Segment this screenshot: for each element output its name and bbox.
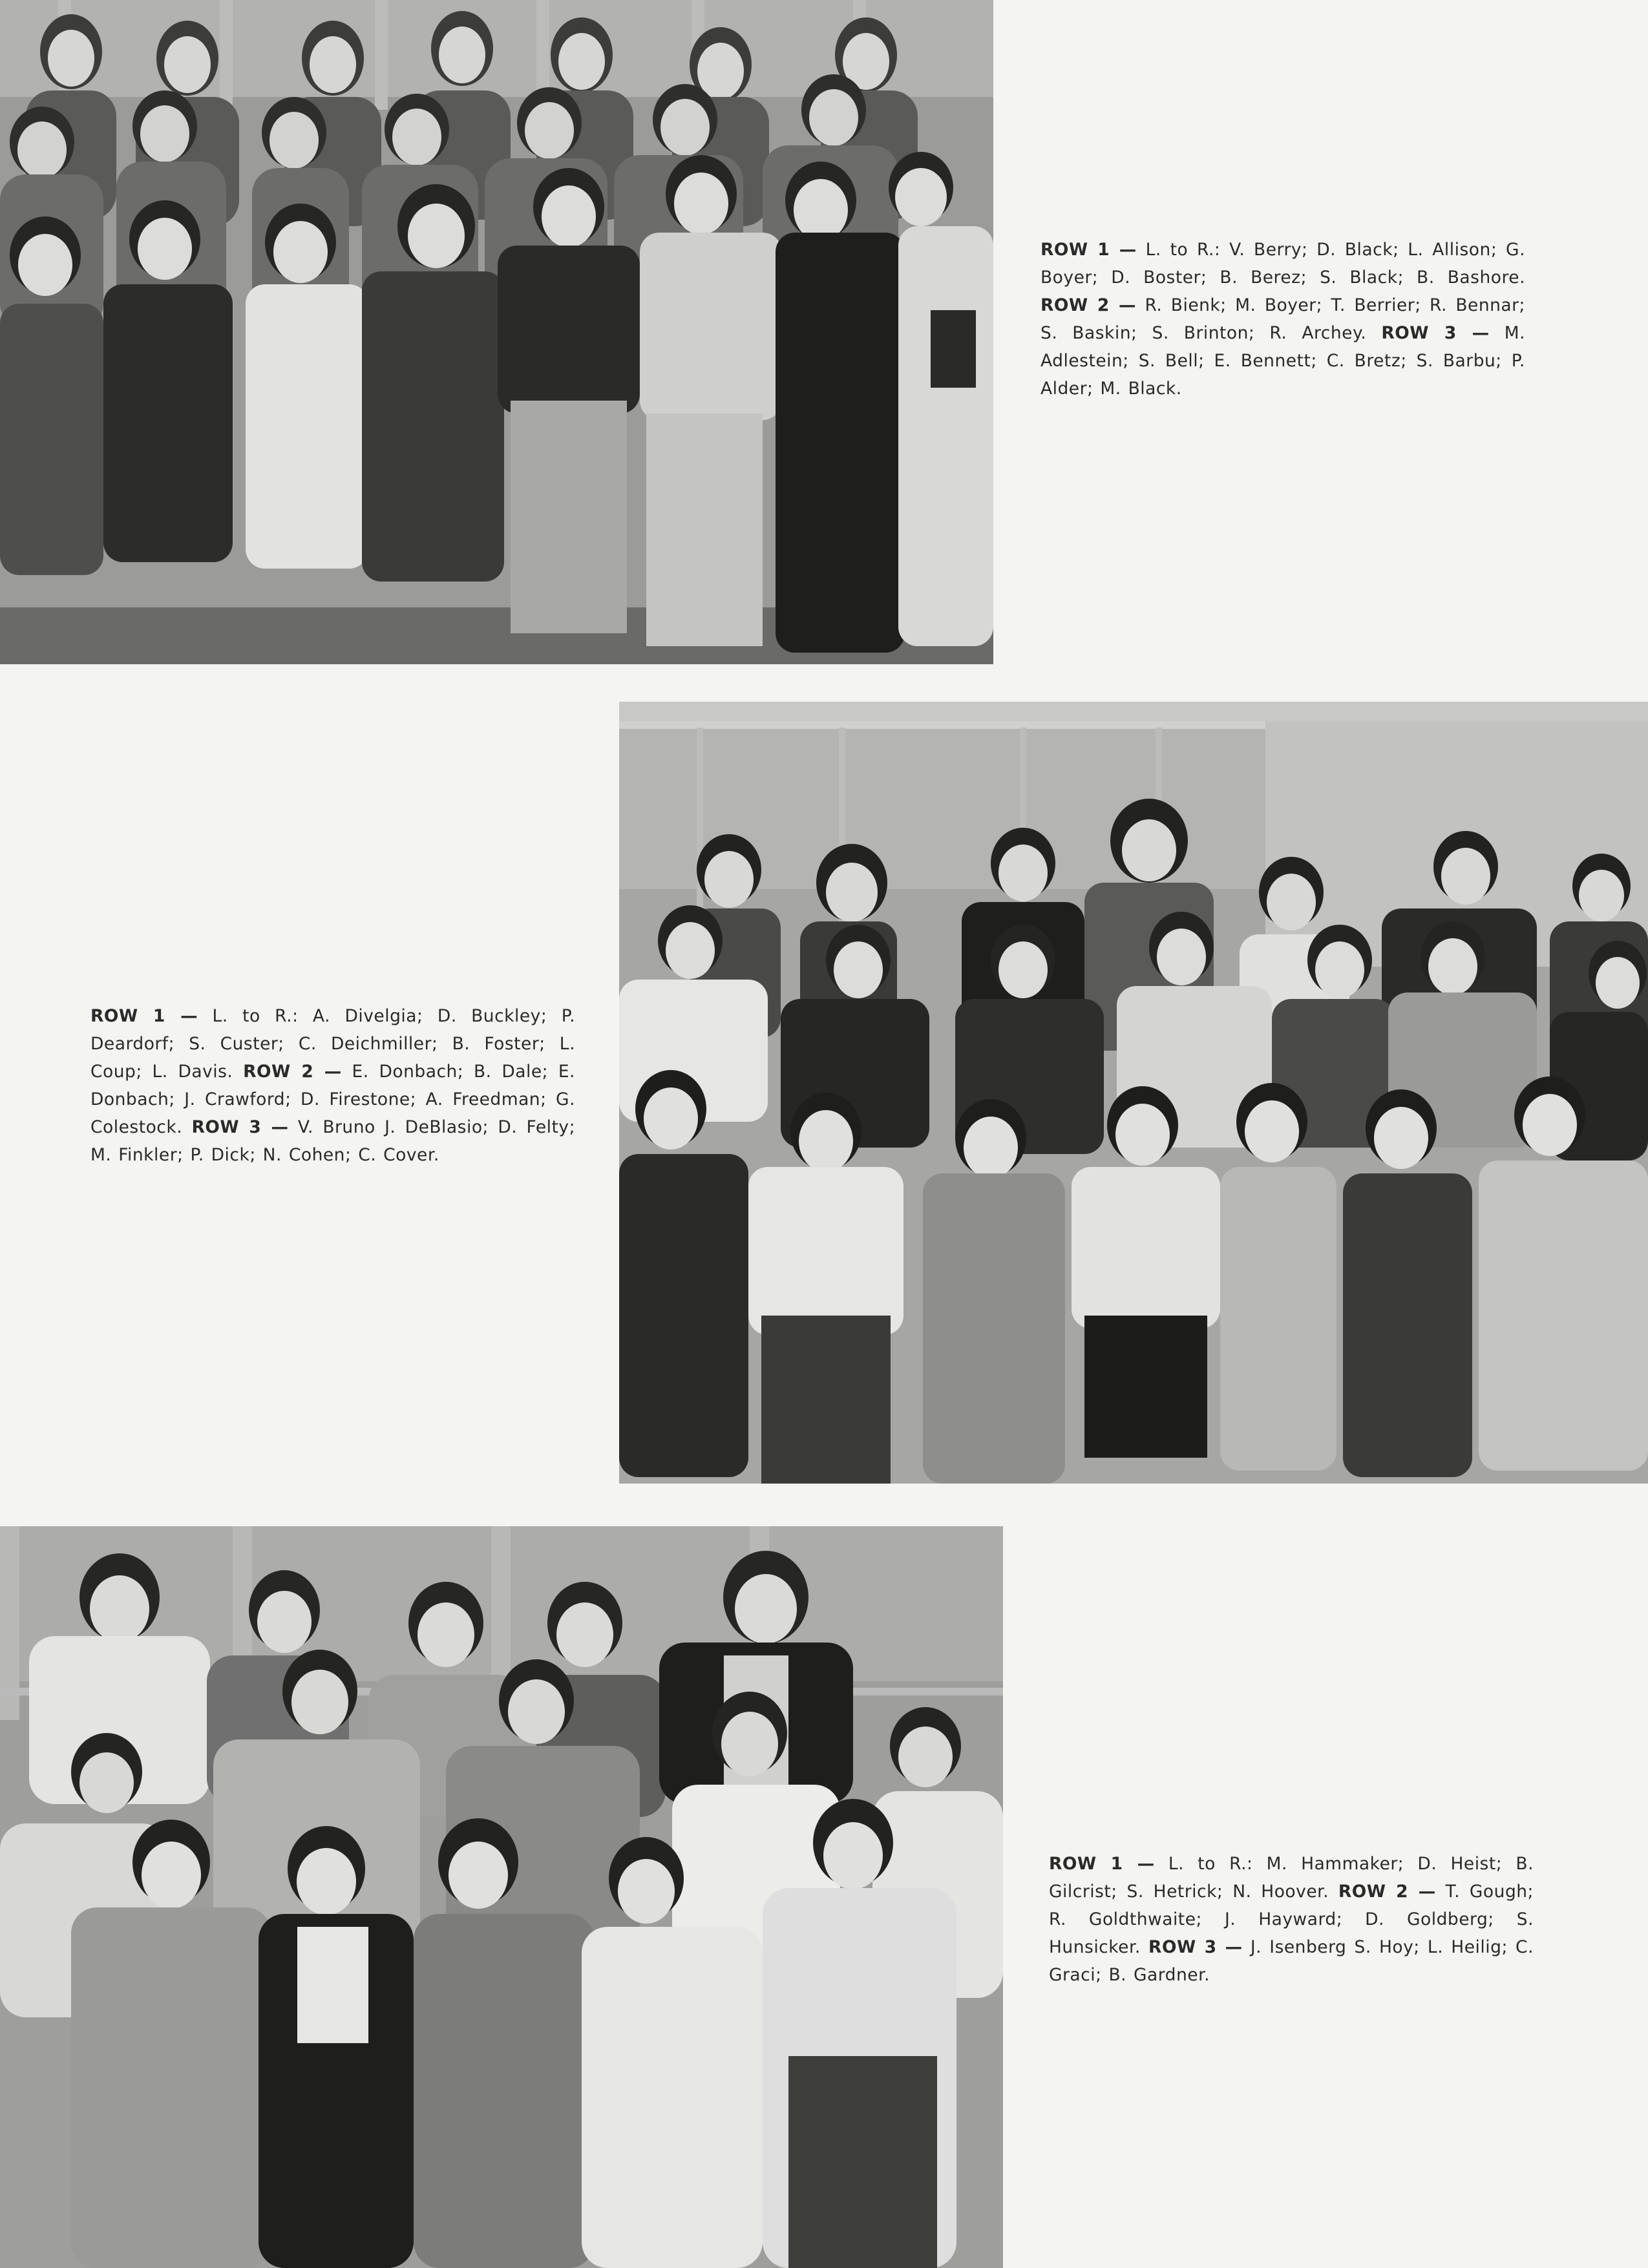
caption-2-row1-names: L. to R.: A. Divelgia; D. Buckley; P. Deardorf; S. Custer; C. Deichmiller; B. Foster; L. Coup; L. Davis.: [90, 1006, 575, 1082]
caption-1-row2-names: R. Bienk; M. Boyer; T. Berrier; R. Bennar; S. Baskin; S. Brinton; R. Archey.: [1041, 295, 1525, 343]
caption-3-row3-label: ROW 3 —: [1148, 1937, 1243, 1957]
caption-3-row3-names: J. Isenberg S. Hoy; L. Heilig; C. Graci; B. Gardner.: [1049, 1937, 1534, 1985]
group-photo-3: [0, 1526, 1003, 2268]
caption-1-row3-names: M. Adlestein; S. Bell; E. Bennett; C. Bretz; S. Barbu; P. Alder; M. Black.: [1041, 323, 1525, 399]
caption-2: [90, 1002, 575, 1169]
group-photo-3-image: [0, 1526, 1003, 2268]
caption-1: [1041, 236, 1525, 403]
caption-2-row2-names: E. Donbach; B. Dale; E. Donbach; J. Crawford; D. Firestone; A. Freedman; G. Colestock.: [90, 1062, 575, 1137]
caption-3-text: [1049, 1850, 1534, 1989]
caption-2-row3-label: ROW 3 —: [191, 1117, 289, 1137]
group-photo-2-image: [619, 702, 1648, 1484]
caption-2-row1-label: ROW 1 —: [90, 1006, 198, 1026]
caption-1-row2-label: ROW 2 —: [1041, 295, 1137, 315]
caption-3: [1049, 1850, 1534, 1989]
caption-2-row2-label: ROW 2 —: [243, 1062, 342, 1082]
caption-1-text: [1041, 236, 1525, 403]
group-photo-1-image: [0, 0, 993, 664]
caption-3-row1-label: ROW 1 —: [1049, 1854, 1155, 1874]
caption-1-row1-label: ROW 1 —: [1041, 240, 1137, 260]
caption-1-row3-label: ROW 3 —: [1381, 323, 1490, 343]
caption-1-row1-names: L. to R.: V. Berry; D. Black; L. Allison; G. Boyer; D. Boster; B. Berez; S. Black; B. Bashore.: [1041, 240, 1525, 288]
caption-2-text: [90, 1002, 575, 1169]
caption-3-row1-names: L. to R.: M. Hammaker; D. Heist; B. Gilcrist; S. Hetrick; N. Hoover.: [1049, 1854, 1534, 1902]
caption-3-row2-names: T. Gough; R. Goldthwaite; J. Hayward; D. Goldberg; S. Hunsicker.: [1049, 1882, 1534, 1957]
group-photo-2: [619, 702, 1648, 1484]
caption-2-row3-names: V. Bruno J. DeBlasio; D. Felty; M. Finkler; P. Dick; N. Cohen; C. Cover.: [90, 1117, 575, 1165]
group-photo-1: [0, 0, 993, 664]
caption-3-row2-label: ROW 2 —: [1338, 1882, 1436, 1902]
